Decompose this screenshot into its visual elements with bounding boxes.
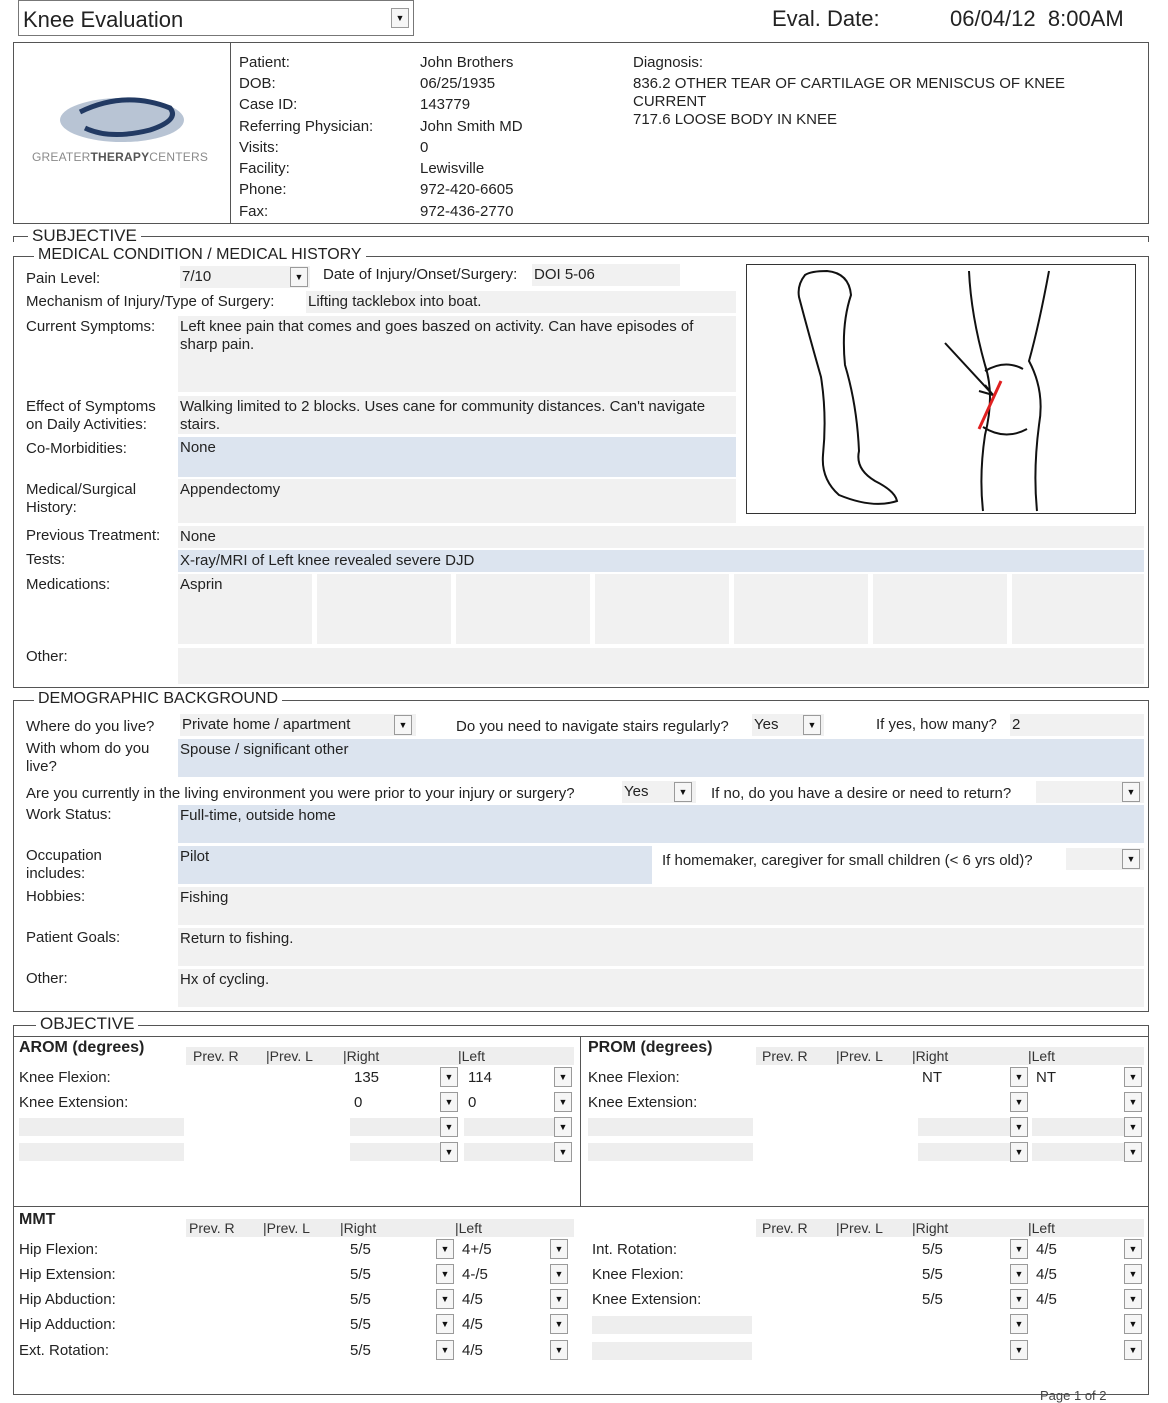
- chevron-down-icon[interactable]: ▼: [1124, 1117, 1142, 1137]
- chevron-down-icon[interactable]: ▼: [1124, 1092, 1142, 1112]
- mmt-row-label: Hip Flexion:: [19, 1241, 99, 1258]
- return-select[interactable]: [1036, 781, 1144, 803]
- symptoms-label: Current Symptoms:: [26, 318, 156, 335]
- stairs-select[interactable]: Yes ▼: [752, 714, 824, 736]
- mmt-col-prev-l: |Prev. L: [836, 1220, 883, 1236]
- patient-goals-label: Patient Goals:: [26, 929, 121, 946]
- mechanism-input[interactable]: Lifting tacklebox into boat.: [306, 291, 736, 313]
- phone-value: 972-420-6605: [420, 181, 514, 198]
- demographic-other-label: Other:: [26, 970, 68, 987]
- chevron-down-icon[interactable]: ▼: [1010, 1264, 1028, 1284]
- mmt-col-left: |Left: [1028, 1220, 1055, 1236]
- mmt-right-value: 5/5: [350, 1241, 371, 1258]
- chevron-down-icon[interactable]: ▼: [1124, 1067, 1142, 1087]
- mmt-row-label: Knee Extension:: [592, 1291, 702, 1308]
- return-label: If no, do you have a desire or need to return?: [711, 785, 1012, 802]
- prom-row-label: Knee Flexion:: [588, 1069, 680, 1086]
- facility-label: Facility:: [239, 160, 290, 177]
- chevron-down-icon[interactable]: ▼: [394, 715, 412, 735]
- homemaker-select[interactable]: [1066, 848, 1144, 870]
- work-status-label: Work Status:: [26, 806, 112, 823]
- prom-empty-left[interactable]: [1032, 1118, 1124, 1136]
- mmt-empty-row[interactable]: [592, 1342, 752, 1360]
- mechanism-label: Mechanism of Injury/Type of Surgery:: [26, 293, 275, 310]
- prom-col-prev-r: Prev. R: [762, 1048, 808, 1064]
- tests-label: Tests:: [26, 551, 66, 568]
- case-id-value: 143779: [420, 96, 471, 113]
- logo-swoosh-icon: [30, 92, 220, 152]
- dob-value: 06/25/1935: [420, 75, 496, 92]
- tests-input[interactable]: X-ray/MRI of Left knee revealed severe DJD: [178, 550, 1144, 572]
- stairs-label: Do you need to navigate stairs regularly?: [456, 718, 729, 735]
- subjective-other-label: Other:: [26, 648, 68, 665]
- medications-cell[interactable]: [595, 574, 729, 644]
- hobbies-label: Hobbies:: [26, 888, 86, 905]
- mmt-left-value: 4/5: [1036, 1291, 1057, 1308]
- medications-cell[interactable]: [873, 574, 1007, 644]
- chevron-down-icon[interactable]: ▼: [436, 1289, 454, 1309]
- patient-value: John Brothers: [420, 54, 514, 71]
- mmt-right-value: 5/5: [350, 1291, 371, 1308]
- arom-row-label: Knee Extension:: [19, 1094, 129, 1111]
- medications-grid: [178, 574, 1144, 646]
- chevron-down-icon[interactable]: ▼: [1124, 1289, 1142, 1309]
- visits-label: Visits:: [239, 139, 279, 156]
- how-many-input[interactable]: 2: [1010, 714, 1144, 736]
- knee-diagram: [746, 264, 1136, 514]
- chevron-down-icon[interactable]: ▼: [550, 1340, 568, 1360]
- physician-label: Referring Physician:: [239, 118, 374, 135]
- chevron-down-icon[interactable]: ▼: [554, 1117, 572, 1137]
- objective-inner-line: [14, 1036, 1148, 1037]
- mmt-row-label: Knee Flexion:: [592, 1266, 684, 1283]
- arom-title: AROM (degrees): [19, 1039, 145, 1056]
- mmt-title: MMT: [19, 1211, 56, 1228]
- chevron-down-icon[interactable]: ▼: [1124, 1239, 1142, 1259]
- how-many-label: If yes, how many?: [876, 716, 997, 733]
- chevron-down-icon[interactable]: ▼: [440, 1142, 458, 1162]
- chevron-down-icon[interactable]: ▼: [554, 1067, 572, 1087]
- logo-divider: [230, 43, 231, 223]
- chevron-down-icon[interactable]: ▼: [1122, 782, 1140, 802]
- occupation-label: Occupation includes:: [26, 847, 102, 882]
- facility-value: Lewisville: [420, 160, 485, 177]
- pain-level-label: Pain Level:: [26, 270, 101, 287]
- chevron-down-icon[interactable]: ▼: [550, 1239, 568, 1259]
- chevron-down-icon[interactable]: ▼: [391, 8, 409, 28]
- environment-select[interactable]: Yes ▼: [622, 781, 696, 803]
- occupation-input[interactable]: Pilot: [178, 846, 652, 884]
- prom-row-label: Knee Extension:: [588, 1094, 698, 1111]
- patient-goals-input[interactable]: Return to fishing.: [178, 928, 1144, 966]
- fax-label: Fax:: [239, 203, 269, 220]
- mmt-left-value: 4/5: [1036, 1241, 1057, 1258]
- objective-vertical-divider: [580, 1036, 581, 1206]
- prom-empty-row[interactable]: [588, 1118, 753, 1136]
- dob-label: DOB:: [239, 75, 276, 92]
- mmt-empty-row[interactable]: [592, 1316, 752, 1334]
- mmt-left-value: 4+/5: [462, 1241, 492, 1258]
- where-live-select[interactable]: Private home / apartment ▼: [180, 714, 416, 736]
- case-id-label: Case ID:: [239, 96, 298, 113]
- physician-value: John Smith MD: [420, 118, 523, 135]
- mmt-col-prev-r: Prev. R: [189, 1220, 235, 1236]
- logo-text: GREATERTHERAPYCENTERS: [32, 150, 209, 164]
- chevron-down-icon[interactable]: ▼: [1010, 1314, 1028, 1334]
- mmt-col-prev-r: Prev. R: [762, 1220, 808, 1236]
- mmt-left-value: 4/5: [462, 1291, 483, 1308]
- mmt-row-label: Hip Extension:: [19, 1266, 116, 1283]
- medications-cell[interactable]: [734, 574, 868, 644]
- chevron-down-icon[interactable]: ▼: [1010, 1340, 1028, 1360]
- medications-label: Medications:: [26, 576, 111, 593]
- medications-input[interactable]: Asprin: [178, 574, 312, 644]
- arom-empty-left[interactable]: [464, 1143, 554, 1161]
- homemaker-label: If homemaker, caregiver for small children (< 6 yrs old)?: [662, 852, 1033, 869]
- demographic-other-input[interactable]: Hx of cycling.: [178, 969, 1144, 1007]
- diagnosis-label: Diagnosis:: [633, 54, 704, 71]
- mmt-left-value: 4/5: [462, 1316, 483, 1333]
- mmt-col-prev-l: |Prev. L: [263, 1220, 310, 1236]
- pain-level-select[interactable]: 7/10 ▼: [180, 266, 310, 288]
- chevron-down-icon[interactable]: ▼: [550, 1314, 568, 1334]
- fax-value: 972-436-2770: [420, 203, 514, 220]
- diagnosis-line-2: CURRENT: [633, 93, 707, 110]
- arom-col-prev-l: |Prev. L: [266, 1048, 313, 1064]
- history-label: Medical/Surgical History:: [26, 481, 137, 516]
- chevron-down-icon[interactable]: ▼: [1010, 1142, 1028, 1162]
- arom-col-left: |Left: [458, 1048, 485, 1064]
- chevron-down-icon[interactable]: ▼: [550, 1264, 568, 1284]
- mmt-col-right: |Right: [912, 1220, 949, 1236]
- effect-label: Effect of Symptoms on Daily Activities:: [26, 398, 156, 433]
- subjective-outer-line: [13, 236, 1149, 242]
- prom-empty-row[interactable]: [588, 1143, 753, 1161]
- with-whom-label: With whom do you live?: [26, 740, 150, 775]
- medications-cell[interactable]: [456, 574, 590, 644]
- arom-empty-right[interactable]: [350, 1143, 440, 1161]
- history-input[interactable]: Appendectomy: [178, 479, 736, 523]
- comorbidities-input[interactable]: None: [178, 437, 736, 477]
- phone-label: Phone:: [239, 181, 287, 198]
- company-logo: [30, 92, 220, 172]
- mmt-row-label: Hip Adduction:: [19, 1316, 116, 1333]
- knee-diagram-icon: [747, 265, 1135, 513]
- chevron-down-icon[interactable]: ▼: [803, 715, 821, 735]
- arom-left-value: 114: [468, 1069, 492, 1086]
- medical-history-title: MEDICAL CONDITION / MEDICAL HISTORY: [34, 247, 366, 263]
- diagnosis-line-1: 836.2 OTHER TEAR OF CARTILAGE OR MENISCUS OF KNEE: [633, 75, 1066, 92]
- prom-empty-right[interactable]: [918, 1143, 1010, 1161]
- chevron-down-icon[interactable]: ▼: [550, 1289, 568, 1309]
- mmt-header-bar-right: [756, 1219, 1144, 1237]
- mmt-col-right: |Right: [340, 1220, 377, 1236]
- chevron-down-icon[interactable]: ▼: [436, 1340, 454, 1360]
- objective-title: OBJECTIVE: [36, 1016, 138, 1032]
- medications-cell[interactable]: [317, 574, 451, 644]
- arom-right-value: 0: [354, 1094, 363, 1111]
- diagnosis-line-3: 717.6 LOOSE BODY IN KNEE: [633, 111, 837, 128]
- mmt-left-value: 4/5: [1036, 1266, 1057, 1283]
- chevron-down-icon[interactable]: ▼: [1010, 1092, 1028, 1112]
- chevron-down-icon[interactable]: ▼: [1010, 1289, 1028, 1309]
- chevron-down-icon[interactable]: ▼: [436, 1264, 454, 1284]
- work-status-input[interactable]: Full-time, outside home: [178, 805, 1144, 843]
- mmt-left-value: 4/5: [462, 1342, 483, 1359]
- mmt-header-bar-left: [186, 1219, 574, 1237]
- arom-col-prev-r: Prev. R: [193, 1048, 239, 1064]
- mmt-row-label: Int. Rotation:: [592, 1241, 678, 1258]
- chevron-down-icon[interactable]: ▼: [1124, 1340, 1142, 1360]
- prom-col-prev-l: |Prev. L: [836, 1048, 883, 1064]
- demographic-title: DEMOGRAPHIC BACKGROUND: [34, 691, 282, 707]
- prom-col-left: |Left: [1028, 1048, 1055, 1064]
- chevron-down-icon[interactable]: ▼: [674, 782, 692, 802]
- hobbies-input[interactable]: Fishing: [178, 887, 1144, 925]
- subjective-other-input[interactable]: [178, 648, 1144, 684]
- with-whom-input[interactable]: Spouse / significant other: [178, 739, 1144, 777]
- arom-row-label: Knee Flexion:: [19, 1069, 111, 1086]
- chevron-down-icon[interactable]: ▼: [1010, 1067, 1028, 1087]
- doi-input[interactable]: DOI 5-06: [532, 264, 680, 286]
- mmt-right-value: 5/5: [350, 1342, 371, 1359]
- environment-label: Are you currently in the living environment you were prior to your injury or surgery?: [26, 785, 575, 802]
- objective-group: [13, 1025, 1149, 1395]
- form-selector-value: Knee Evaluation: [23, 7, 184, 32]
- prom-empty-right[interactable]: [918, 1118, 1010, 1136]
- chevron-down-icon[interactable]: ▼: [1010, 1239, 1028, 1259]
- arom-header-bar: [186, 1047, 574, 1065]
- arom-empty-left[interactable]: [464, 1118, 554, 1136]
- mmt-left-value: 4-/5: [462, 1266, 488, 1283]
- prom-col-right: |Right: [912, 1048, 949, 1064]
- form-selector[interactable]: [18, 0, 414, 36]
- prom-right-value: NT: [922, 1069, 942, 1086]
- chevron-down-icon[interactable]: ▼: [1010, 1117, 1028, 1137]
- prom-empty-left[interactable]: [1032, 1143, 1124, 1161]
- prom-title: PROM (degrees): [588, 1039, 713, 1056]
- subjective-title: SUBJECTIVE: [28, 228, 141, 244]
- mmt-row-label: Hip Abduction:: [19, 1291, 116, 1308]
- arom-empty-right[interactable]: [350, 1118, 440, 1136]
- previous-treatment-label: Previous Treatment:: [26, 527, 161, 544]
- doi-label: Date of Injury/Onset/Surgery:: [323, 266, 518, 283]
- chevron-down-icon[interactable]: ▼: [440, 1067, 458, 1087]
- symptoms-input[interactable]: Left knee pain that comes and goes baszed on activity. Can have episodes of sharp pain.: [178, 316, 736, 392]
- effect-input[interactable]: Walking limited to 2 blocks. Uses cane for community distances. Can't navigate stairs.: [178, 396, 736, 434]
- chevron-down-icon[interactable]: ▼: [290, 267, 308, 287]
- prom-header-bar: [756, 1047, 1144, 1065]
- arom-left-value: 0: [468, 1094, 477, 1111]
- page-indicator: Page 1 of 2: [1040, 1388, 1107, 1403]
- mmt-row-label: Ext. Rotation:: [19, 1342, 110, 1359]
- chevron-down-icon[interactable]: ▼: [554, 1142, 572, 1162]
- mmt-right-value: 5/5: [922, 1241, 943, 1258]
- prom-left-value: NT: [1036, 1069, 1056, 1086]
- chevron-down-icon[interactable]: ▼: [1124, 1314, 1142, 1334]
- chevron-down-icon[interactable]: ▼: [1122, 849, 1140, 869]
- visits-value: 0: [420, 139, 429, 156]
- arom-empty-row[interactable]: [19, 1143, 184, 1161]
- patient-label: Patient:: [239, 54, 290, 71]
- chevron-down-icon[interactable]: ▼: [440, 1117, 458, 1137]
- comorbidities-label: Co-Morbidities:: [26, 440, 127, 457]
- chevron-down-icon[interactable]: ▼: [1124, 1142, 1142, 1162]
- eval-date-value: 06/04/12 8:00AM: [950, 6, 1124, 31]
- arom-col-right: |Right: [343, 1048, 380, 1064]
- mmt-divider: [14, 1206, 1148, 1207]
- medications-cell[interactable]: [1012, 574, 1144, 644]
- arom-empty-row[interactable]: [19, 1118, 184, 1136]
- chevron-down-icon[interactable]: ▼: [436, 1314, 454, 1334]
- chevron-down-icon[interactable]: ▼: [1124, 1264, 1142, 1284]
- chevron-down-icon[interactable]: ▼: [554, 1092, 572, 1112]
- where-live-label: Where do you live?: [26, 718, 155, 735]
- arom-right-value: 135: [354, 1069, 380, 1086]
- mmt-right-value: 5/5: [922, 1291, 943, 1308]
- previous-treatment-input[interactable]: None: [178, 526, 1144, 548]
- mmt-right-value: 5/5: [922, 1266, 943, 1283]
- eval-date-label: Eval. Date:: [772, 6, 880, 31]
- chevron-down-icon[interactable]: ▼: [440, 1092, 458, 1112]
- mmt-right-value: 5/5: [350, 1266, 371, 1283]
- chevron-down-icon[interactable]: ▼: [436, 1239, 454, 1259]
- mmt-right-value: 5/5: [350, 1316, 371, 1333]
- mmt-col-left: |Left: [455, 1220, 482, 1236]
